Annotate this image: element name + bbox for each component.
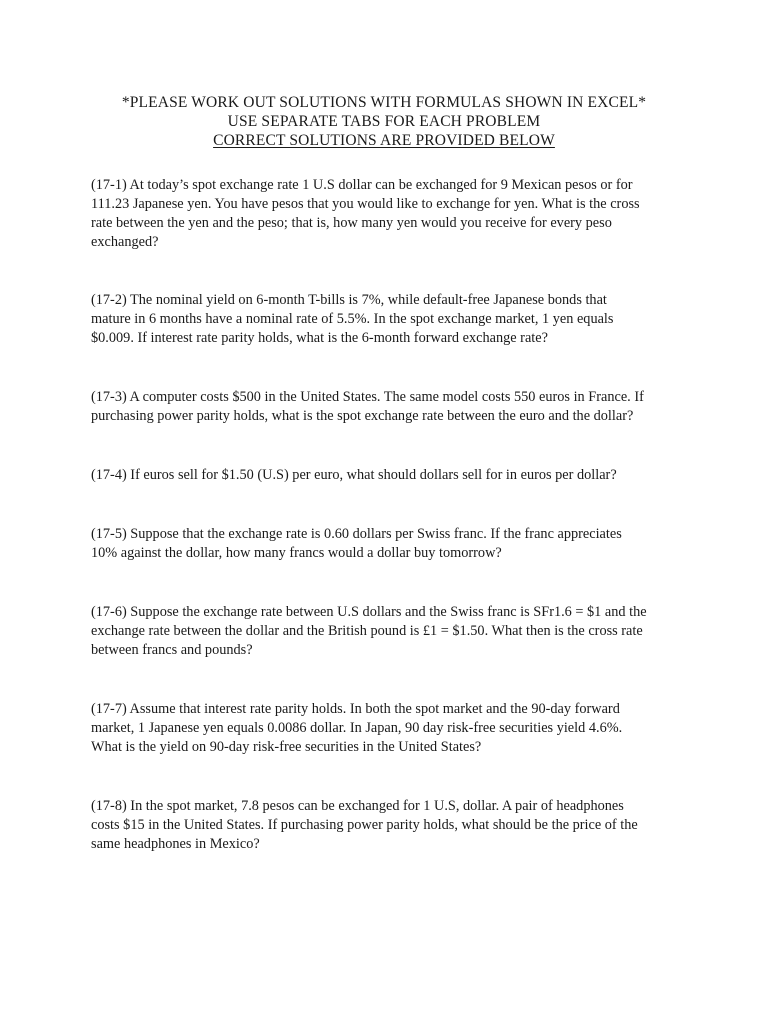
problem-line: (17-4) If euros sell for $1.50 (U.S) per euro, what should dollars sell for in euros per dollar?	[91, 467, 617, 483]
problem-line: $0.009. If interest rate parity holds, what is the 6-month forward exchange rate?	[91, 330, 548, 346]
problem-17-4	[91, 466, 677, 485]
problem-line: (17-8) In the spot market, 7.8 pesos can be exchanged for 1 U.S, dollar. A pair of headphones	[91, 798, 624, 814]
problem-line: mature in 6 months have a nominal rate of 5.5%. In the spot exchange market, 1 yen equals	[91, 311, 614, 327]
problem-line: (17-1) At today’s spot exchange rate 1 U.S dollar can be exchanged for 9 Mexican pesos or for	[91, 177, 633, 193]
header-line-1: *PLEASE WORK OUT SOLUTIONS WITH FORMULAS SHOWN IN EXCEL*	[121, 94, 647, 111]
problem-line: (17-7) Assume that interest rate parity holds. In both the spot market and the 90-day forward	[91, 701, 620, 717]
problem-line: same headphones in Mexico?	[91, 836, 260, 852]
problem-line: 10% against the dollar, how many francs would a dollar buy tomorrow?	[91, 545, 502, 561]
instructions-header	[0, 93, 768, 150]
problem-line: What is the yield on 90-day risk-free securities in the United States?	[91, 739, 482, 755]
problem-line: market, 1 Japanese yen equals 0.0086 dollar. In Japan, 90 day risk-free securities yield 4.6%.	[91, 720, 623, 736]
problem-line: (17-2) The nominal yield on 6-month T-bills is 7%, while default-free Japanese bonds that	[91, 292, 607, 308]
problem-17-2	[91, 291, 677, 348]
problem-17-1	[91, 176, 677, 252]
problem-line: exchanged?	[91, 234, 159, 250]
problem-line: 111.23 Japanese yen. You have pesos that you would like to exchange for yen. What is the cross	[91, 196, 640, 212]
problem-line: (17-3) A computer costs $500 in the United States. The same model costs 550 euros in France. If	[91, 389, 644, 405]
problem-17-7	[91, 700, 677, 757]
problem-line: rate between the yen and the peso; that is, how many yen would you receive for every peso	[91, 215, 612, 231]
header-line-2: USE SEPARATE TABS FOR EACH PROBLEM	[227, 113, 541, 130]
problem-17-5	[91, 525, 677, 563]
problem-line: (17-5) Suppose that the exchange rate is 0.60 dollars per Swiss franc. If the franc appreciates	[91, 526, 622, 542]
header-line-3: CORRECT SOLUTIONS ARE PROVIDED BELOW	[213, 132, 555, 149]
problem-line: (17-6) Suppose the exchange rate between U.S dollars and the Swiss franc is SFr1.6 = $1 and the	[91, 604, 647, 620]
problem-17-3	[91, 388, 677, 426]
problem-17-8	[91, 797, 677, 854]
problem-line: costs $15 in the United States. If purchasing power parity holds, what should be the price of the	[91, 817, 638, 833]
problem-17-6	[91, 603, 677, 660]
problem-line: exchange rate between the dollar and the British pound is £1 = $1.50. What then is the cross rate	[91, 623, 643, 639]
problem-line: purchasing power parity holds, what is the spot exchange rate between the euro and the dollar?	[91, 408, 634, 424]
problem-line: between francs and pounds?	[91, 642, 253, 658]
